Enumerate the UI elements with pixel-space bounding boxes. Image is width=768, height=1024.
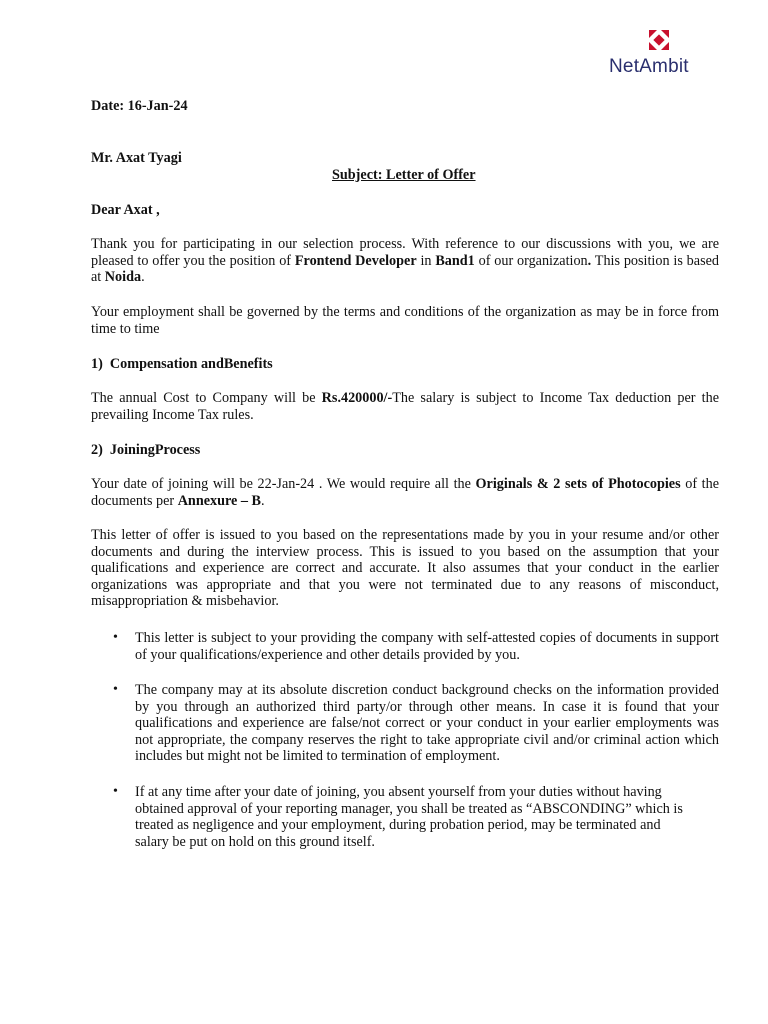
compensation-heading: 1) Compensation andBenefits	[91, 356, 273, 372]
recipient-name: Mr. Axat Tyagi	[91, 150, 182, 166]
letter-date: Date: 16-Jan-24	[91, 98, 188, 114]
company-logo	[609, 28, 709, 78]
bullet-marker: •	[113, 682, 118, 697]
representation-paragraph: This letter of offer is issued to you based on the representations made by you in your resume and/or other documents and during the interview process. This is issued to you based on the assumption that your qualifications and experience are correct and accurate. It also assumes that your conduct in the earlier organizations was appropriate and that you were not terminated due to any reasons of misconduct, misappropriation & misbehavior.	[91, 527, 719, 609]
position-title: Frontend Developer	[294, 252, 417, 269]
location: Noida	[104, 269, 142, 285]
joining-paragraph: Your date of joining will be 22-Jan-24 . We would require all the Originals & 2 sets of Photocopies of the documents per Annexure – B.	[91, 476, 720, 509]
bullet-item: This letter is subject to your providing the company with self-attested copies of documents in support of your qualifications/experience and other details provided by you.	[135, 630, 719, 663]
letter-subject: Subject: Letter of Offer	[332, 167, 476, 183]
band: Band1	[435, 252, 475, 269]
netambit-mark-icon	[647, 28, 671, 52]
intro-paragraph: Thank you for participating in our selection process. With reference to our discussions with you, we are pleased to offer you the position of Frontend Developer in Band1 of our organization. This position is based at Noida.	[91, 236, 719, 285]
bullet-marker: •	[113, 630, 118, 645]
company-name: NetAmbit	[609, 56, 689, 77]
employment-terms-paragraph: Your employment shall be governed by the terms and conditions of the organization as may be in force from time to time	[91, 304, 719, 337]
joining-heading: 2) JoiningProcess	[91, 442, 201, 458]
bullet-item: The company may at its absolute discretion conduct background checks on the information provided by you through an authorized third party/or through other means. In case it is found that your qualifications and experience are false/not correct or your conduct in your earlier employments was not appropriate, the company reserves the right to take appropriate civil and/or criminal action which includes but might not be limited to termination of employment.	[135, 682, 719, 764]
compensation-paragraph: The annual Cost to Company will be Rs.420000/-The salary is subject to Income Tax deduction per the prevailing Income Tax rules.	[91, 390, 719, 423]
salutation: Dear Axat ,	[91, 202, 160, 218]
bullet-marker: •	[113, 784, 118, 799]
ctc-amount: Rs.420000/-	[321, 390, 393, 406]
bullet-item: If at any time after your date of joining, you absent yourself from your duties without having obtained approval of your reporting manager, you shall be treated as “ABSCONDING” which is treated as negligence and your employment, during probation period, may be terminated and salary be put on hold on this ground itself.	[135, 784, 683, 850]
